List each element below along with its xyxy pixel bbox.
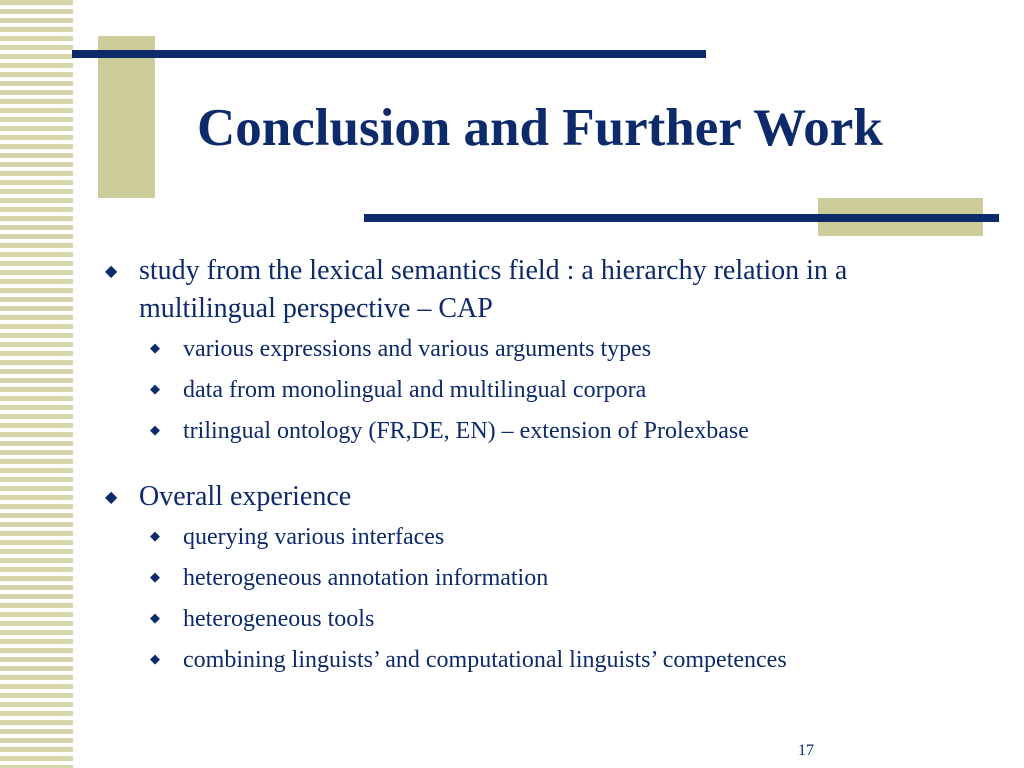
- sub-bullet-item: [139, 375, 972, 405]
- sub-bullet-item: [139, 522, 972, 552]
- left-striped-border: [0, 0, 73, 768]
- diamond-bullet-icon: ◆: [150, 381, 160, 396]
- sub-bullet-item: [139, 563, 972, 593]
- diamond-bullet-icon: ◆: [150, 651, 160, 666]
- sub-bullet-text: data from monolingual and multilingual corpora: [183, 377, 647, 403]
- bullet-text: study from the lexical semantics field : a hierarchy relation in a multilingual perspective – CAP: [139, 255, 848, 324]
- bullet-item: [102, 252, 972, 446]
- diamond-bullet-icon: ◆: [105, 489, 118, 506]
- sub-bullet-list: [139, 522, 972, 675]
- decorative-block-top: [98, 36, 155, 198]
- sub-bullet-item: [139, 604, 972, 634]
- sub-bullet-list: [139, 334, 972, 446]
- page-number: 17: [798, 742, 814, 759]
- title-rule-top: [72, 50, 706, 58]
- diamond-bullet-icon: ◆: [150, 528, 160, 543]
- sub-bullet-text: querying various interfaces: [183, 524, 445, 550]
- sub-bullet-text: heterogeneous annotation information: [183, 565, 549, 591]
- diamond-bullet-icon: ◆: [150, 340, 160, 355]
- sub-bullet-text: combining linguists’ and computational linguists’ competences: [183, 647, 787, 673]
- sub-bullet-item: [139, 416, 972, 446]
- sub-bullet-text: various expressions and various arguments types: [183, 336, 652, 362]
- title-rule-bottom: [364, 214, 999, 222]
- bullet-text: Overall experience: [139, 481, 352, 512]
- sub-bullet-item: [139, 334, 972, 364]
- bullet-list: [102, 252, 972, 686]
- bullet-item: [102, 478, 972, 675]
- slide-title: Conclusion and Further Work: [197, 99, 883, 157]
- sub-bullet-text: heterogeneous tools: [183, 606, 375, 632]
- sub-bullet-item: [139, 645, 972, 675]
- sub-bullet-text: trilingual ontology (FR,DE, EN) – extension of Prolexbase: [183, 418, 749, 444]
- diamond-bullet-icon: ◆: [105, 263, 118, 280]
- diamond-bullet-icon: ◆: [150, 422, 160, 437]
- diamond-bullet-icon: ◆: [150, 610, 160, 625]
- diamond-bullet-icon: ◆: [150, 569, 160, 584]
